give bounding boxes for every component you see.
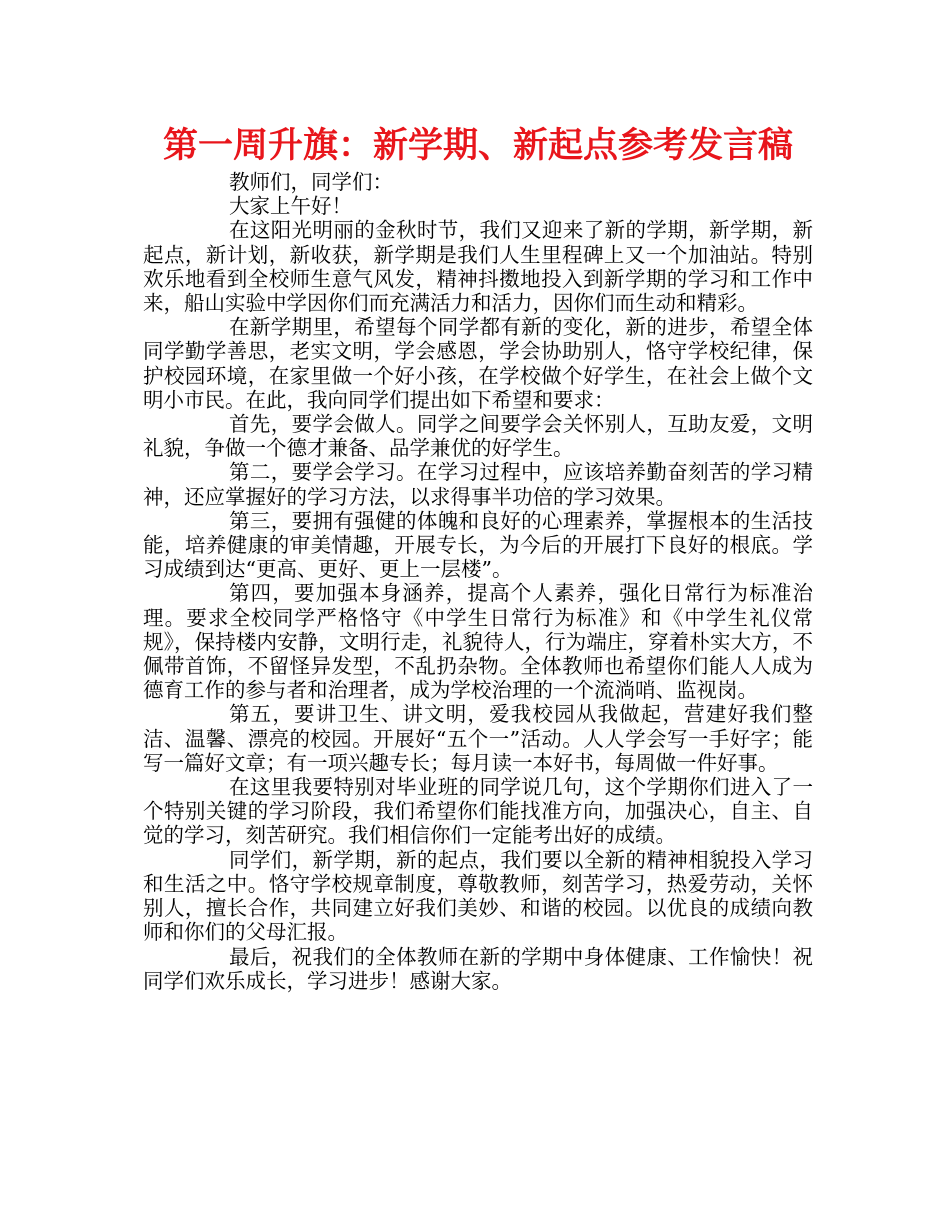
paragraph-fifth: 第五，要讲卫生、讲文明，爱我校园从我做起，营建好我们整洁、温馨、漂亮的校园。开展好“五个一”活动。人人学会写一手好字；能写一篇好文章；有一项兴趣专长；每月读一本好书，每周做一件好事。 [143, 702, 813, 775]
paragraph-third: 第三，要拥有强健的体魄和良好的心理素养，掌握根本的生活技能，培养健康的审美情趣，开展专长，为今后的开展打下良好的根底。学习成绩到达“更高、更好、更上一层楼”。 [143, 508, 813, 582]
greeting: 大家上午好！ [229, 194, 352, 219]
salutation: 教师们，同学们： [229, 170, 393, 194]
paragraph-intro: 在这阳光明丽的金秋时节，我们又迎来了新的学期，新学期，新起点，新计划，新收获，新学期是我们人生里程碑上又一个加油站。特别欢乐地看到全校师生意气风发，精神抖擞地投入到新学期的学习和工作中来，船山实验中学因你们而充满活力和活力，因你们而生动和精彩。 [143, 218, 813, 316]
paragraph-hopes: 在新学期里，希望每个同学都有新的变化，新的进步，希望全体同学勤学善思，老实文明，学会感恩，学会协助别人，恪守学校纪律，保护校园环境，在家里做一个好小孩，在学校做个好学生，在社会上做个文明小市民。在此，我向同学们提出如下希望和要求： [143, 315, 813, 412]
paragraph-second: 第二，要学会学习。在学习过程中，应该培养勤奋刻苦的学习精神，还应掌握好的学习方法，以求得事半功倍的学习效果。 [143, 460, 813, 509]
paragraph-graduates: 在这里我要特别对毕业班的同学说几句，这个学期你们进入了一个特别关键的学习阶段，我们希望你们能找准方向，加强决心，自主、自觉的学习，刻苦研究。我们相信你们一定能考出好的成绩。 [143, 775, 813, 848]
document-title: 第一周升旗：新学期、新起点参考发言稿 [162, 126, 793, 166]
document-body [143, 170, 813, 993]
paragraph-fourth: 第四，要加强本身涵养，提高个人素养，强化日常行为标准治理。要求全校同学严格恪守《中学生日常行为标准》和《中学生礼仪常规》，保持楼内安静，文明行走，礼貌待人，行为端庄，穿着朴实大方，不佩带首饰，不留怪异发型，不乱扔杂物。全体教师也希望你们能人人成为德育工作的参与者和治理者，成为学校治理的一个流淌哨、监视岗。 [143, 581, 813, 703]
paragraph-first: 首先，要学会做人。同学之间要学会关怀别人，互助友爱，文明礼貌，争做一个德才兼备、品学兼优的好学生。 [143, 412, 813, 461]
document-page [143, 122, 813, 993]
paragraph-closing: 最后，祝我们的全体教师在新的学期中身体健康、工作愉快！祝同学们欢乐成长，学习进步！感谢大家。 [143, 944, 813, 993]
paragraph-call: 同学们，新学期，新的起点，我们要以全新的精神相貌投入学习和生活之中。恪守学校规章制度，尊敬教师，刻苦学习，热爱劳动，关怀别人，擅长合作，共同建立好我们美妙、和谐的校园。以优良的成绩向教师和你们的父母汇报。 [143, 847, 813, 945]
